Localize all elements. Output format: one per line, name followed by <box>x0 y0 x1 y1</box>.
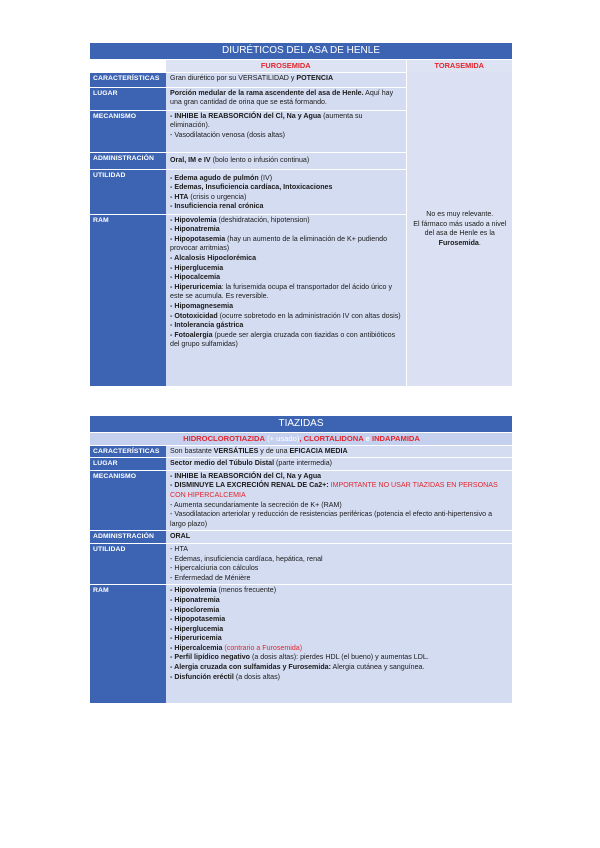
list-item: - Insuficiencia renal crónica <box>170 202 264 211</box>
list-item: - Hiponatremia <box>170 225 220 234</box>
row-label-caracteristicas: CARACTERÍSTICAS <box>90 72 166 87</box>
list-item: - Hiperuricemia <box>170 634 222 643</box>
row-label-mecanismo-2: MECANISMO <box>90 470 166 531</box>
list-item: - Hipovolemia (deshidratación, hipotension) <box>170 215 310 224</box>
row-label-utilidad: UTILIDAD <box>90 169 166 214</box>
row-label-lugar-2: LUGAR <box>90 458 166 471</box>
torasemida-note: No es muy relevante. El fármaco más usado a nivel del asa de Henle es la Furosemida. <box>406 72 512 386</box>
list-item: - Alcalosis Hipoclorémica <box>170 253 257 262</box>
asa-lugar: Porción medular de la rama ascendente del asa de Henle. Aquí hay una gran cantidad de orina que se está formando. <box>166 87 406 110</box>
list-item: - Alergia cruzada con sulfamidas y Furosemida: Alergia cutánea y sanguínea. <box>170 663 425 672</box>
tiazidas-drugs: HIDROCLOROTIAZIDA (+ usado), CLORTALIDONA e INDAPAMIDA <box>90 433 512 446</box>
asa-title: DIURÉTICOS DEL ASA DE HENLE <box>90 43 512 60</box>
list-item: - Enfermedad de Ménière <box>170 573 251 582</box>
row-label-mecanismo: MECANISMO <box>90 110 166 152</box>
list-item: - Perfil lipídico negativo (a dosis altas): pierdes HDL (el bueno) y aumentas LDL. <box>170 653 429 662</box>
asa-ram <box>166 214 406 386</box>
asa-caracteristicas: Gran diurético por su VERSATILIDAD y POTENCIA <box>166 72 406 87</box>
list-item: - HTA (crisis o urgencia) <box>170 192 247 201</box>
furosemida-header: FUROSEMIDA <box>166 60 406 73</box>
list-item: - Hiperglucemia <box>170 624 224 633</box>
asa-mecanismo: - INHIBE la REABSORCIÓN del Cl, Na y Agua (aumenta su eliminación). - Vasodilatación venosa (dosis altas) <box>166 110 406 152</box>
list-item: - Hipomagnesemia <box>170 301 234 310</box>
list-item: - Intolerancia gástrica <box>170 321 244 330</box>
row-label-ram: RAM <box>90 214 166 386</box>
tiazidas-lugar: Sector medio del Túbulo Distal (parte intermedia) <box>166 458 512 471</box>
row-label-ram-2: RAM <box>90 585 166 703</box>
row-label-administracion-2: ADMINISTRACIÓN <box>90 531 166 544</box>
list-item: - Hipopotasemia (hay un aumento de la eliminación de K+ pudiendo provocar arritmias) <box>170 234 388 253</box>
list-item: - Hipercalciuria con cálculos <box>170 564 259 573</box>
list-item: - Disfunción eréctil (a dosis altas) <box>170 672 280 681</box>
list-item: - Hipopotasemia <box>170 615 226 624</box>
list-item: - Hiponatremia <box>170 595 220 604</box>
list-item: - Edemas, Insuficiencia cardíaca, Intoxicaciones <box>170 183 333 192</box>
torasemida-header: TORASEMIDA <box>406 60 512 73</box>
tiazidas-administracion: ORAL <box>166 531 512 544</box>
list-item: - Hipovolemia (menos frecuente) <box>170 586 277 595</box>
list-item: - Hiperuricemia: la furisemida ocupa el transportador del ácido úrico y este se acumula. Es reversible. <box>170 282 392 301</box>
asa-header-blank <box>90 60 166 73</box>
tiazidas-utilidad <box>166 543 512 584</box>
tiazidas-mecanismo: - INHIBE la REABSORCIÓN del Cl, Na y Agua - DISMINUYE LA EXCRECIÓN RENAL DE Ca2+: IMPORTANTE NO USAR TIAZIDAS EN PERSONAS CON HIPERCALCEMIA - Aumenta secundariamente la secreción de K+ (RAM) - Vasodilatacion arteriolar y reducción de resistencias periféricas (potencia el efecto anti-hipertensivo a largo plazo) <box>166 470 512 531</box>
asa-utilidad <box>166 169 406 214</box>
row-label-utilidad-2: UTILIDAD <box>90 543 166 584</box>
row-label-caracteristicas-2: CARACTERÍSTICAS <box>90 445 166 458</box>
list-item: - Hipercalcemia (contrario a Furosemida) <box>170 643 303 652</box>
list-item: - Edemas, insuficiencia cardíaca, hepática, renal <box>170 554 323 563</box>
list-item: - HTA <box>170 544 188 553</box>
tiazidas-title: TIAZIDAS <box>90 416 512 433</box>
list-item: - Edema agudo de pulmón (IV) <box>170 173 273 182</box>
row-label-lugar: LUGAR <box>90 87 166 110</box>
list-item: - Hipocloremia <box>170 605 220 614</box>
tiazidas-table <box>90 416 512 703</box>
tiazidas-caracteristicas: Son bastante VERSÁTILES y de una EFICACIA MEDIA <box>166 445 512 458</box>
list-item: - Fotoalergia (puede ser alergia cruzada con tiazidas o con antibióticos del grupo sulfamidas) <box>170 330 396 349</box>
asa-administracion: Oral, IM e IV (bolo lento o infusión continua) <box>166 152 406 169</box>
list-item: - Hipocalcemia <box>170 273 221 282</box>
asa-table <box>90 43 512 386</box>
row-label-administracion: ADMINISTRACIÓN <box>90 152 166 169</box>
list-item: - Ototoxicidad (ocurre sobretodo en la administración IV con altas dosis) <box>170 311 401 320</box>
list-item: - Hiperglucemia <box>170 263 224 272</box>
tiazidas-ram <box>166 585 512 703</box>
